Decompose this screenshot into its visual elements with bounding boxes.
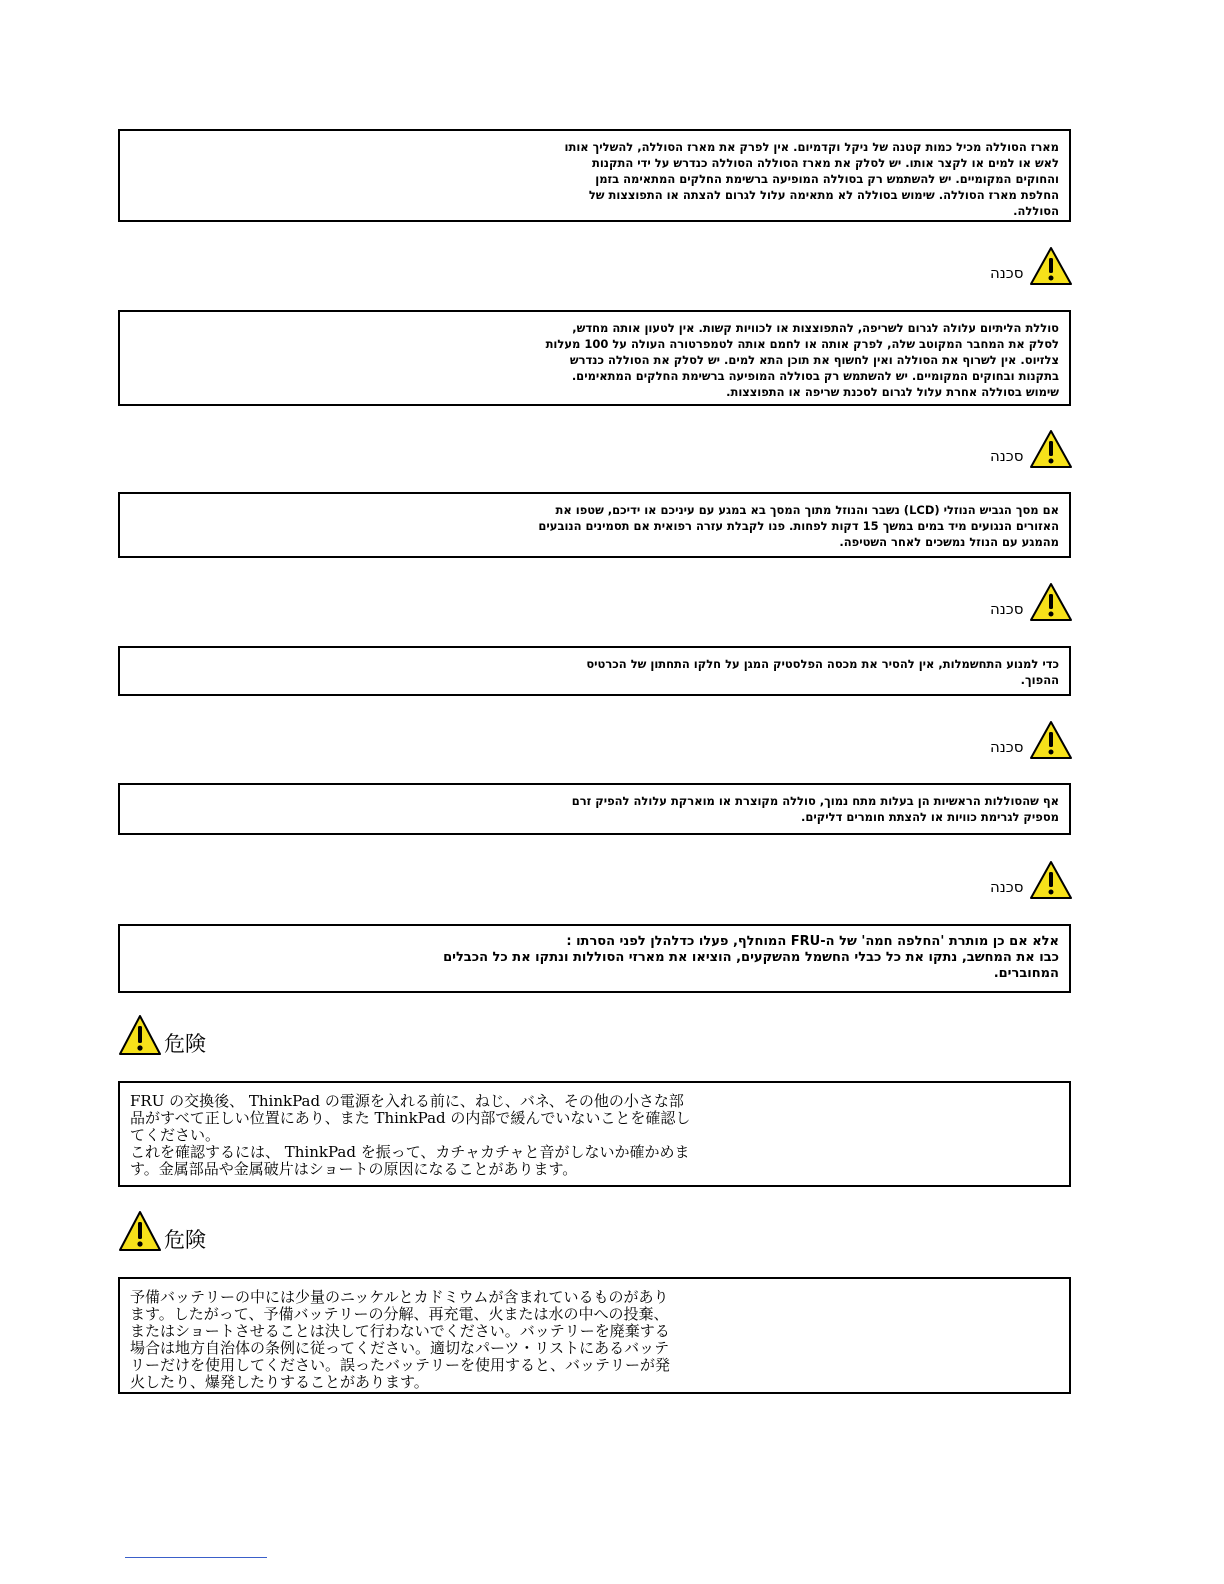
danger-label: סכנה <box>990 600 1024 618</box>
notice-box <box>118 129 1071 222</box>
danger-heading <box>990 860 1073 900</box>
notice-text: מארז הסוללה מכיל כמות קטנה של ניקל וקדמיום. אין לפרק את מארז הסוללה, להשליך אותו לאש או למים או לקצר אותו. יש לסלק את מארז הסוללה הסוללה כנדרש על ידי התקנות והחוקים המקומיים. יש להשתמש רק בסוללה המופיעה ברשימת החלקים המתאימה בזמן החלפת מארז הסוללה. שימוש בסוללה לא מתאימה עלול לגרום להצתה או התפוצצות של הסוללה. <box>564 140 1059 218</box>
notice-box <box>118 1081 1071 1187</box>
notice-text: FRU の交換後、 ThinkPad の電源を入れる前に、ねじ、バネ、その他の小さな部 品がすべて正しい位置にあり、また ThinkPad の内部で緩んでいないことを確認し てください。 これを確認するには、 ThinkPad を振って、カチャカチャと音がしないか確かめま す。金属部品や金属破片はショートの原因になることがあります。 <box>130 1092 691 1178</box>
notice-box <box>118 646 1071 696</box>
notice-text: 予備バッテリーの中には少量のニッケルとカドミウムが含まれているものがあり ます。したがって、予備バッテリーの分解、再充電、火または水の中への投棄、 またはショートさせることは決して行わないでください。バッテリーを廃棄する 場合は地方自治体の条例に従ってください。適切なパーツ・リストにあるバッテ リーだけを使用してください。誤ったバッテリーを使用すると、バッテリーが発 火したり、爆発したりすることがあります。 <box>130 1288 671 1391</box>
danger-heading <box>990 720 1073 760</box>
danger-label: סכנה <box>990 264 1024 282</box>
notice-box <box>118 310 1071 406</box>
warning-triangle-icon <box>118 1210 162 1252</box>
danger-heading <box>118 1014 206 1056</box>
danger-heading <box>990 246 1073 286</box>
notice-text: סוללת הליתיום עלולה לגרום לשריפה, להתפוצצות או לכוויות קשות. אין לטעון אותה מחדש, לסלק את המחבר המקוטב שלה, לפרק אותה או לחמם אותה לטמפרטורה העולה על 100 מעלות צלזיוס. אין לשרוף את הסוללה ואין לחשוף את תוכן התא למים. יש לסלק את הסוללה כנדרש בתקנות ובחוקים המקומיים. יש להשתמש רק בסוללה המופיעה ברשימת החלקים המתאימים. שימוש בסוללה אחרת עלול לגרום לסכנת שריפה או התפוצצות. <box>545 321 1059 399</box>
danger-label: סכנה <box>990 738 1024 756</box>
notice-text: אף שהסוללות הראשיות הן בעלות מתח נמוך, סוללה מקוצרת או מוארקת עלולה להפיק זרם מספיק לגרימת כוויות או להצתת חומרים דליקים. <box>571 794 1059 824</box>
warning-triangle-icon <box>1029 429 1073 469</box>
danger-label: סכנה <box>990 447 1024 465</box>
danger-label: 危険 <box>164 1032 206 1056</box>
warning-triangle-icon <box>1029 860 1073 900</box>
warning-triangle-icon <box>118 1014 162 1056</box>
warning-triangle-icon <box>1029 720 1073 760</box>
notice-box <box>118 492 1071 558</box>
notice-box <box>118 1277 1071 1394</box>
notice-text: כדי למנוע התחשמלות, אין להסיר את מכסה הפלסטיק המגן על חלקו התחתון של הכרטיס ההפוך. <box>586 657 1059 687</box>
warning-triangle-icon <box>1029 582 1073 622</box>
notice-text: אלא אם כן מותרת 'החלפה חמה' של ה-FRU המוחלף, פעלו כדלהלן לפני הסרתו : כבו את המחשב, נתקו את כל כבלי החשמל מהשקעים, הוציאו את מארזי הסוללות ונתקו את כל הכבלים המחוברים. <box>443 934 1059 981</box>
notice-box <box>118 783 1071 835</box>
danger-heading <box>118 1210 206 1252</box>
warning-triangle-icon <box>1029 246 1073 286</box>
footer-rule <box>125 1557 267 1558</box>
danger-heading <box>990 429 1073 469</box>
danger-heading <box>990 582 1073 622</box>
danger-label: סכנה <box>990 878 1024 896</box>
notice-text: אם מסך הגביש הנוזלי (LCD) נשבר והנוזל מתוך המסך בא במגע עם עיניכם או ידיכם, שטפו את האזורים הנגועים מיד במים במשך 15 דקות לפחות. פנו לקבלת עזרה רפואית אם תסמינים הנובעים מהמגע עם הנוזל נמשכים לאחר השטיפה. <box>538 503 1059 549</box>
notice-box <box>118 924 1071 993</box>
danger-label: 危険 <box>164 1228 206 1252</box>
